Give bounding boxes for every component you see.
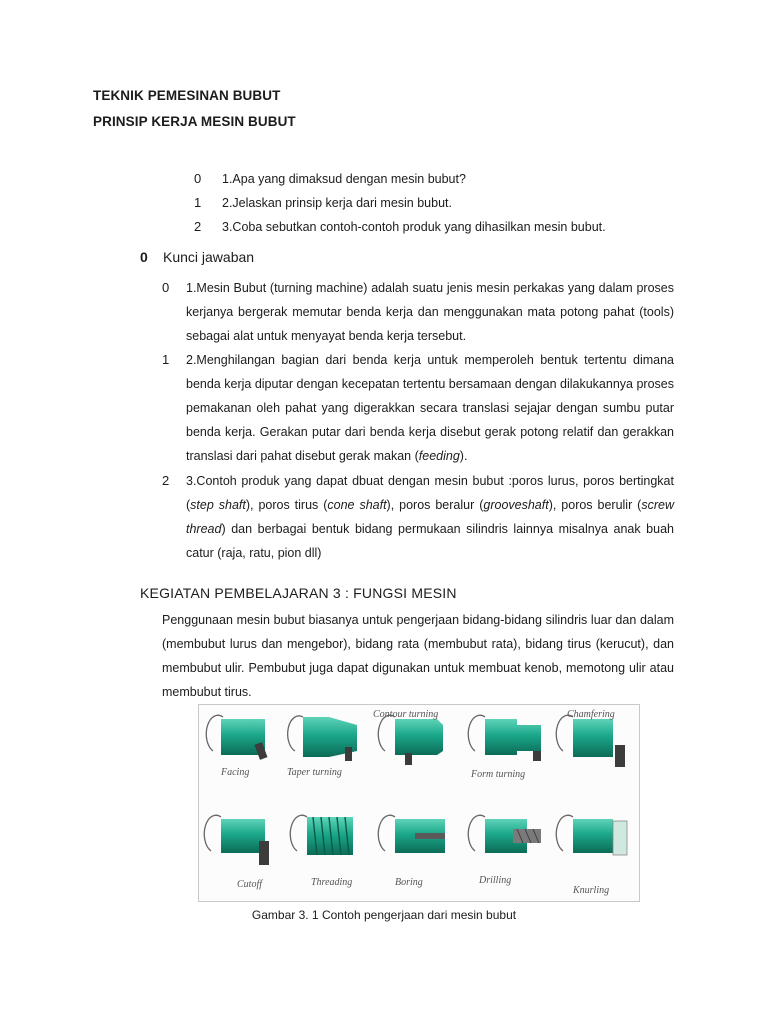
answer-item [162,348,674,468]
question-text: 1.Apa yang dimaksud dengan mesin bubut? [222,172,466,186]
document-subtitle: PRINSIP KERJA MESIN BUBUT [93,114,296,129]
contour-workpiece [395,719,443,755]
form-workpiece [485,719,541,755]
figure-label: Facing [221,767,250,778]
figure-label: Form turning [471,769,526,780]
question-item [194,195,452,210]
figure-label: Taper turning [287,767,342,778]
answer-number: 1 [162,352,170,367]
question-text: 2.Jelaskan prinsip kerja dari mesin bubut. [222,196,452,210]
answer-number: 2 [162,473,170,488]
cutoff-workpiece [221,819,265,853]
figure-caption: Gambar 3. 1 Contoh pengerjaan dari mesin bubut [251,908,517,922]
question-number: 0 [194,171,202,186]
question-number: 2 [194,219,202,234]
answer-text: 1.Mesin Bubut (turning machine) adalah suatu jenis mesin perkakas yang dalam proses kerjanya bergerak memutar benda kerja dan menggunakan mata potong pahat (tools) sebagai alat untuk menyayat benda kerja tersebut. [186,281,674,343]
answer-item [162,276,674,348]
form-tool [533,751,541,761]
answer-key-heading [140,249,254,265]
question-text: 3.Coba sebutkan contoh-contoh produk yang dihasilkan mesin bubut. [222,220,606,234]
figure-label: Knurling [573,885,610,896]
drill-bit [513,829,541,843]
answer-number: 0 [162,280,170,295]
figure-label: Contour turning [373,709,439,720]
question-number: 1 [194,195,202,210]
figure-label: Chamfering [567,709,615,720]
knurling-tool [613,821,627,855]
answer-key-number: 0 [140,249,148,265]
figure-label: Drilling [479,875,512,886]
document-title: TEKNIK PEMESINAN BUBUT [93,88,281,103]
section-heading: KEGIATAN PEMBELAJARAN 3 : FUNGSI MESIN [140,585,457,601]
figure-label: Boring [395,877,423,888]
knurling-workpiece [573,819,613,853]
answer-text: 2.Menghilangan bagian dari benda kerja untuk memperoleh bentuk tertentu dimana benda kerja diputar dengan kecepatan tertentu bersamaan dengan dilakukannya proses pemakanan oleh pahat yang digerakkan secara translasi sejajar dengan sumbu putar benda kerja. Gerakan putar dari benda kerja disebut gerak potong relatif dan gerakkan translasi dari pahat disebut gerak makan (feeding). [186,353,674,463]
boring-bar [415,833,445,839]
answer-key-label: Kunci jawaban [163,249,255,265]
lathe-operations-diagram [199,705,639,901]
contour-tool [405,753,412,765]
section-paragraph: Penggunaan mesin bubut biasanya untuk pengerjaan bidang-bidang silindris luar dan dalam (membubut lurus dan mengebor), bidang rata (membubut rata), bidang tirus (kerucut), dan membubut ulir. Pembubut juga dapat digunakan untuk membuat kenob, memotong ulir atau membubut tirus. [162,613,674,699]
answer-text: 3.Contoh produk yang dapat dbuat dengan mesin bubut :poros lurus, poros bertingkat (step shaft), poros tirus (cone shaft), poros beralur (grooveshaft), poros berulir (screw thread) dan berbagai bentuk bidang permukaan silindris lainnya misalnya anak buah catur (raja, ratu, pion dll) [186,474,674,560]
chamfer-workpiece [573,719,613,757]
question-item [194,171,466,186]
answer-item [162,469,674,565]
figure-label: Threading [311,877,353,888]
chamfer-tool [615,745,625,767]
lathe-operations-figure [198,704,640,902]
question-item [194,219,606,234]
cutoff-tool [259,841,269,865]
taper-tool [345,747,352,761]
figure-label: Cutoff [237,879,263,890]
